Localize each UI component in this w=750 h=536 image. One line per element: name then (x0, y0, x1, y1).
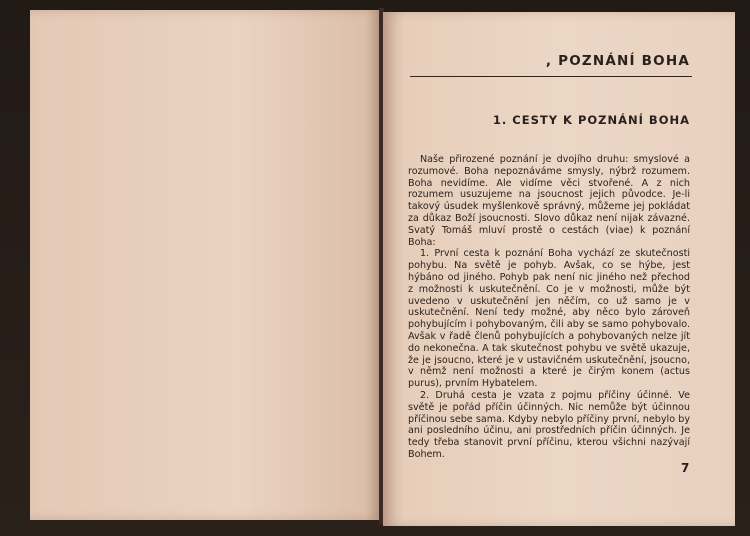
left-page-blank (30, 10, 380, 520)
paragraph-first-way: 1. První cesta k poznání Boha vychází ze skutečnosti pohybu. Na světě je pohyb. Avšak, co se hýbe, jest hýbáno od jiného. Pohyb pak není nic jiného než přechod z možnosti k uskutečnění. Co je v možnosti, může být uvedeno v uskutečnění jen něčím, co už samo je v uskutečnění. Není tedy možné, aby něco bylo zároveň pohybujícím i pohybovaným, čili aby se samo pohybovalo. Avšak v řadě členů pohybujících a pohybovaných nelze jít do nekonečna. A tak skutečnost pohybu ve světě ukazuje, že je jsoucno, které je v ustavičném uskutečnění, jsoucno, v němž není možnosti a které je čirým konem (actus purus), prvním Hybatelem. (408, 248, 690, 390)
running-header-title: , POZNÁNÍ BOHA (545, 53, 690, 69)
body-text (408, 154, 690, 461)
chapter-title: 1. CESTY K POZNÁNÍ BOHA (492, 113, 690, 127)
page-number: 7 (681, 461, 690, 475)
paragraph-second-way: 2. Druhá cesta je vzata z pojmu příčiny účinné. Ve světě je pořád příčin účinných. Nic nemůže být účinnou příčinou sebe sama. Kdyby nebylo příčiny první, nebylo by ani posledního účinu, ani prostředních příčin účinných. Je tedy třeba stanovit první příčinu, kterou všichni nazývají Bohem. (408, 389, 690, 460)
header-rule-divider (410, 76, 692, 77)
paragraph-intro: Naše přirozené poznání je dvojího druhu: smyslové a rozumové. Boha nepoznáváme smysly, nýbrž rozumem. Boha nevidíme. Ale vidíme věci stvořené. A z nich rozumem usuzujeme na jsoucnost jejich původce. Je-li takový úsudek myšlenkově správný, můžeme jej pokládat za důkaz Boží jsoucnosti. Slovo důkaz není nijak závazné. Svatý Tomáš mluví prostě o cestách (viae) k poznání Boha: (408, 154, 690, 248)
